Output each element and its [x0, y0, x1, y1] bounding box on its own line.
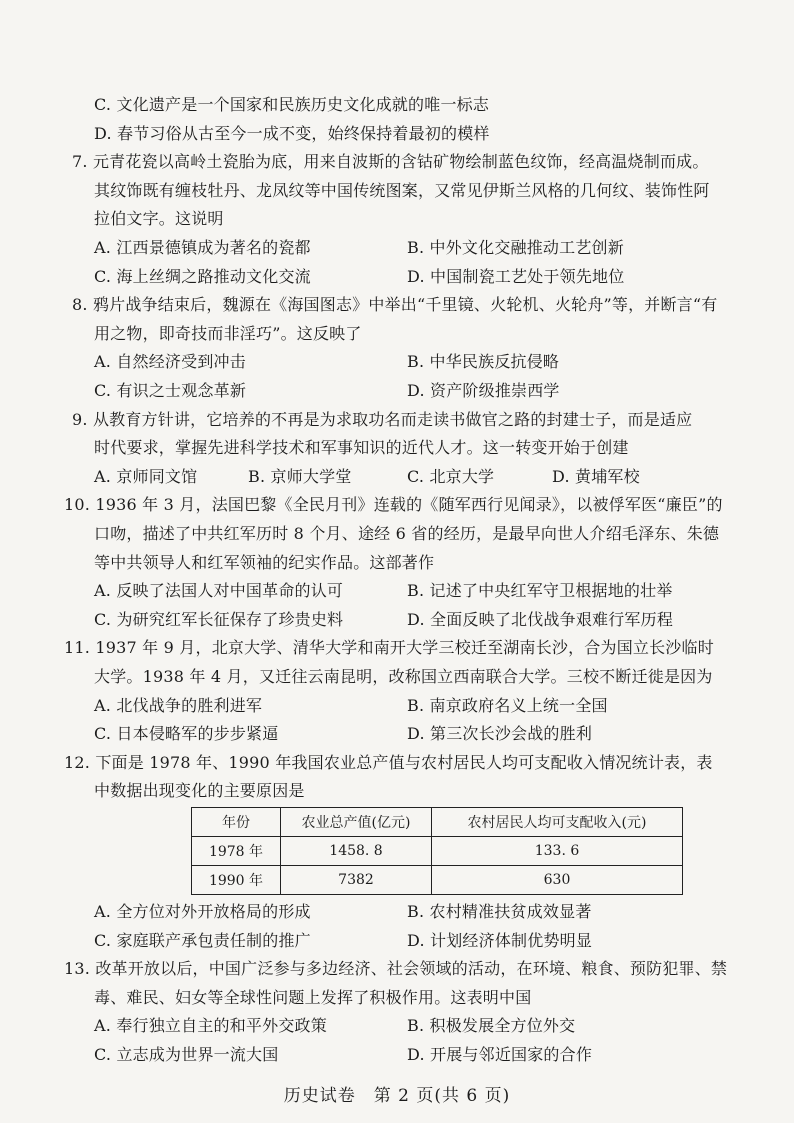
table-cell: 1458. 8 [281, 837, 432, 866]
table-row [192, 837, 683, 866]
q12-option-a: A. 全方位对外开放格局的形成 [94, 902, 311, 921]
q8-option-b: B. 中华民族反抗侵略 [407, 352, 560, 372]
q13-option-b: B. 积极发展全方位外交 [407, 1016, 576, 1036]
q10-option-c: C. 为研究红军长征保存了珍贵史料 [94, 609, 344, 629]
q6-option-d: D. 春节习俗从古至今一成不变，始终保持着最初的模样 [94, 123, 490, 143]
q13-option-c: C. 立志成为世界一流大国 [94, 1045, 279, 1064]
q7-option-a: A. 江西景德镇成为著名的瓷都 [94, 238, 311, 257]
q8-stem-line-2: 用之物，即奇技而非淫巧”。这反映了 [94, 323, 362, 343]
q9-option-a: A. 京师同文馆 [94, 466, 198, 486]
q11-option-b: B. 南京政府名义上统一全国 [407, 695, 608, 715]
q13-stem-line-2: 毒、难民、妇女等全球性问题上发挥了积极作用。这表明中国 [94, 987, 532, 1007]
page-footer: 历史试卷 第 2 页(共 6 页) [283, 1085, 511, 1106]
table-header-output: 农业总产值(亿元) [281, 808, 432, 837]
q12-stem-line-1: 12. 下面是 1978 年、1990 年我国农业总产值与农村居民人均可支配收入情况统计表，表 [64, 752, 713, 772]
table-row [192, 866, 683, 895]
table-header-income: 农村居民人均可支配收入(元) [432, 808, 683, 837]
q10-stem-line-1: 10. 1936 年 3 月，法国巴黎《全民月刊》连载的《随军西行见闻录》，以被俘军医“廉臣”的 [64, 495, 723, 515]
table-header-year: 年份 [192, 808, 281, 837]
q7-option-d: D. 中国制瓷工艺处于领先地位 [407, 266, 625, 286]
q8-option-c: C. 有识之士观念革新 [94, 381, 247, 400]
table-cell: 7382 [281, 866, 432, 895]
q8-option-a: A. 自然经济受到冲击 [94, 352, 246, 372]
q10-stem-line-2: 口吻，描述了中共红军历时 8 个月、途经 6 省的经历，是最早向世人介绍毛泽东、朱德 [94, 524, 720, 543]
statistics-table [191, 807, 683, 895]
q9-option-c: C. 北京大学 [407, 466, 495, 486]
q11-option-c: C. 日本侵略军的步步紧逼 [94, 724, 279, 744]
q8-option-d: D. 资产阶级推崇西学 [407, 381, 560, 400]
q11-stem-line-1: 11. 1937 年 9 月，北京大学、清华大学和南开大学三校迁至湖南长沙，合为国立长沙临时 [64, 638, 714, 658]
q10-option-d: D. 全面反映了北伐战争艰难行军历程 [407, 609, 674, 629]
q12-option-c: C. 家庭联产承包责任制的推广 [94, 930, 311, 950]
q12-stem-line-2: 中数据出现变化的主要原因是 [94, 781, 305, 801]
q10-option-a: A. 反映了法国人对中国革命的认可 [94, 581, 344, 601]
table-cell: 630 [432, 866, 683, 895]
q12-option-b: B. 农村精准扶贫成效显著 [407, 902, 592, 921]
q7-option-b: B. 中外文化交融推动工艺创新 [407, 238, 624, 257]
q9-option-d: D. 黄埔军校 [552, 466, 640, 486]
q7-stem-line-2: 其纹饰既有缠枝牡丹、龙凤纹等中国传统图案，又常见伊斯兰风格的几何纹、装饰性阿 [94, 180, 710, 200]
q12-option-d: D. 计划经济体制优势明显 [407, 930, 593, 950]
q7-stem-line-3: 拉伯文字。这说明 [94, 209, 224, 229]
q8-stem-line-1: 8. 鸦片战争结束后，魏源在《海国图志》中举出“千里镜、火轮机、火轮舟”等，并断言“有 [72, 295, 718, 315]
q9-option-b: B. 京师大学堂 [248, 466, 352, 486]
table-cell: 1990 年 [192, 866, 281, 895]
q7-option-c: C. 海上丝绸之路推动文化交流 [94, 266, 311, 286]
q7-stem-line-1: 7. 元青花瓷以高岭土瓷胎为底，用来自波斯的含钴矿物绘制蓝色纹饰，经高温烧制而成。 [72, 152, 709, 172]
q11-option-d: D. 第三次长沙会战的胜利 [407, 724, 593, 744]
q11-stem-line-2: 大学。1938 年 4 月，又迁往云南昆明，改称国立西南联合大学。三校不断迁徙是因为 [94, 667, 713, 686]
q10-option-b: B. 记述了中央红军守卫根据地的壮举 [407, 581, 673, 601]
q11-option-a: A. 北伐战争的胜利进军 [94, 695, 263, 715]
q9-stem-line-1: 9. 从教育方针讲，它培养的不再是为求取功名而走读书做官之路的封建士子，而是适应 [72, 409, 693, 429]
q6-option-c: C. 文化遗产是一个国家和民族历史文化成就的唯一标志 [94, 95, 490, 114]
table-cell: 133. 6 [432, 837, 683, 866]
q9-stem-line-2: 时代要求，掌握先进科学技术和军事知识的近代人才。这一转变开始于创建 [94, 438, 629, 458]
table-header-row [192, 808, 683, 837]
q13-option-d: D. 开展与邻近国家的合作 [407, 1045, 593, 1064]
q10-stem-line-3: 等中共领导人和红军领袖的纪实作品。这部著作 [94, 552, 435, 572]
q13-option-a: A. 奉行独立自主的和平外交政策 [94, 1016, 327, 1036]
table-cell: 1978 年 [192, 837, 281, 866]
q13-stem-line-1: 13. 改革开放以后，中国广泛参与多边经济、社会领域的活动，在环境、粮食、预防犯罪、禁 [64, 959, 728, 979]
